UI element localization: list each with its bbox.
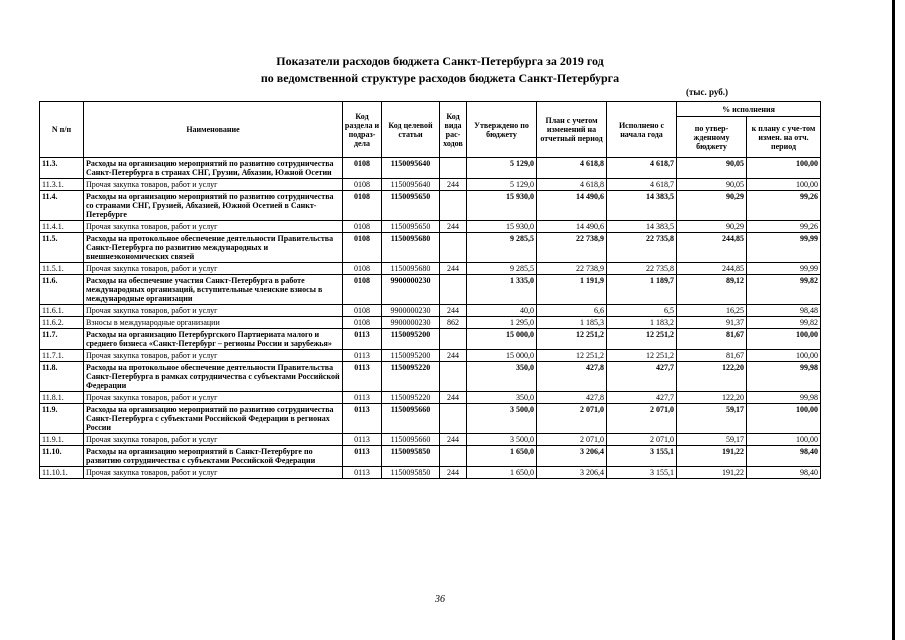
cell-plan: 2 071,0 — [537, 404, 607, 434]
table-row-item — [40, 434, 821, 446]
cell-done: 22 735,8 — [607, 233, 677, 263]
table-row-section — [40, 329, 821, 350]
cell-name: Прочая закупка товаров, работ и услуг — [84, 221, 343, 233]
cell-approved: 1 650,0 — [467, 446, 537, 467]
cell-target: 1150095640 — [382, 179, 440, 191]
cell-done: 1 189,7 — [607, 275, 677, 305]
cell-approved: 5 129,0 — [467, 158, 537, 179]
cell-pct-plan: 98,40 — [747, 446, 821, 467]
cell-name: Прочая закупка товаров, работ и услуг — [84, 467, 343, 479]
cell-pct-plan: 98,48 — [747, 305, 821, 317]
cell-plan: 2 071,0 — [537, 434, 607, 446]
cell-approved: 350,0 — [467, 392, 537, 404]
cell-pct-budget: 122,20 — [677, 392, 747, 404]
cell-target: 1150095220 — [382, 392, 440, 404]
cell-kind — [440, 329, 467, 350]
cell-plan: 6,6 — [537, 305, 607, 317]
cell-kind: 244 — [440, 392, 467, 404]
cell-approved: 15 930,0 — [467, 221, 537, 233]
cell-pct-budget: 89,12 — [677, 275, 747, 305]
cell-num: 11.5. — [40, 233, 84, 263]
cell-pct-plan: 99,26 — [747, 221, 821, 233]
cell-kind — [440, 404, 467, 434]
cell-done: 4 618,7 — [607, 179, 677, 191]
cell-approved: 40,0 — [467, 305, 537, 317]
cell-name: Расходы на организацию мероприятий по развитию сотрудничества со странами СНГ, Грузией, Абхазией, Южной Осетией в Санкт-Петербурге — [84, 191, 343, 221]
cell-pct-plan: 100,00 — [747, 350, 821, 362]
cell-approved: 350,0 — [467, 362, 537, 392]
cell-section: 0113 — [343, 350, 382, 362]
cell-target: 1150095200 — [382, 350, 440, 362]
cell-approved: 15 000,0 — [467, 329, 537, 350]
cell-kind — [440, 158, 467, 179]
cell-name: Прочая закупка товаров, работ и услуг — [84, 263, 343, 275]
cell-num: 11.10. — [40, 446, 84, 467]
table-row-section — [40, 233, 821, 263]
cell-pct-plan: 99,99 — [747, 263, 821, 275]
cell-approved: 5 129,0 — [467, 179, 537, 191]
cell-target: 1150095650 — [382, 221, 440, 233]
cell-num: 11.9.1. — [40, 434, 84, 446]
cell-pct-plan: 99,26 — [747, 191, 821, 221]
document-title: Показатели расходов бюджета Санкт-Петербурга за 2019 год — [276, 54, 604, 68]
cell-plan: 1 185,3 — [537, 317, 607, 329]
cell-plan: 3 206,4 — [537, 446, 607, 467]
cell-pct-plan: 99,82 — [747, 317, 821, 329]
header-done: Исполнено с начала года — [607, 102, 677, 158]
cell-pct-budget: 122,20 — [677, 362, 747, 392]
cell-pct-budget: 16,25 — [677, 305, 747, 317]
cell-target: 1150095220 — [382, 362, 440, 392]
cell-num: 11.10.1. — [40, 467, 84, 479]
cell-done: 12 251,2 — [607, 350, 677, 362]
cell-num: 11.3.1. — [40, 179, 84, 191]
cell-plan: 12 251,2 — [537, 350, 607, 362]
cell-approved: 15 930,0 — [467, 191, 537, 221]
cell-kind — [440, 275, 467, 305]
cell-done: 6,5 — [607, 305, 677, 317]
cell-section: 0108 — [343, 221, 382, 233]
cell-section: 0113 — [343, 362, 382, 392]
table-row-item — [40, 263, 821, 275]
cell-target: 1150095660 — [382, 404, 440, 434]
cell-section: 0108 — [343, 317, 382, 329]
cell-done: 12 251,2 — [607, 329, 677, 350]
cell-target: 1150095660 — [382, 434, 440, 446]
cell-approved: 9 285,5 — [467, 263, 537, 275]
cell-pct-plan: 99,98 — [747, 362, 821, 392]
cell-kind: 244 — [440, 434, 467, 446]
cell-pct-budget: 90,05 — [677, 179, 747, 191]
cell-pct-plan: 99,82 — [747, 275, 821, 305]
cell-plan: 4 618,8 — [537, 158, 607, 179]
cell-num: 11.4.1. — [40, 221, 84, 233]
cell-plan: 4 618,8 — [537, 179, 607, 191]
cell-plan: 427,8 — [537, 362, 607, 392]
table-row-item — [40, 467, 821, 479]
expenses-table — [39, 101, 821, 479]
cell-section: 0108 — [343, 233, 382, 263]
cell-num: 11.6.1. — [40, 305, 84, 317]
cell-plan: 3 206,4 — [537, 467, 607, 479]
cell-target: 1150095680 — [382, 263, 440, 275]
table-row-section — [40, 191, 821, 221]
cell-section: 0108 — [343, 275, 382, 305]
cell-target: 9900000230 — [382, 317, 440, 329]
header-pct-budget: по утвер-жденному бюджету — [677, 117, 747, 158]
cell-name: Прочая закупка товаров, работ и услуг — [84, 350, 343, 362]
table-row-section — [40, 158, 821, 179]
header-name: Наименование — [84, 102, 343, 158]
cell-pct-budget: 191,22 — [677, 467, 747, 479]
document-subtitle: по ведомственной структуре расходов бюджета Санкт-Петербурга — [260, 71, 620, 85]
cell-section: 0108 — [343, 158, 382, 179]
cell-done: 22 735,8 — [607, 263, 677, 275]
cell-plan: 22 738,9 — [537, 263, 607, 275]
cell-name: Расходы на организацию Петербургского Партнериата малого и среднего бизнеса «Санкт-Петербург – регионы России и зарубежья» — [84, 329, 343, 350]
cell-section: 0113 — [343, 404, 382, 434]
cell-kind: 244 — [440, 179, 467, 191]
cell-pct-budget: 59,17 — [677, 434, 747, 446]
cell-section: 0108 — [343, 179, 382, 191]
cell-approved: 15 000,0 — [467, 350, 537, 362]
cell-name: Расходы на организацию мероприятий по развитию сотрудничества Санкт-Петербурга с субъектами Российской Федерации в регионах России — [84, 404, 343, 434]
cell-done: 3 155,1 — [607, 446, 677, 467]
cell-approved: 1 650,0 — [467, 467, 537, 479]
cell-pct-plan: 100,00 — [747, 434, 821, 446]
units-label: (тыс. руб.) — [686, 87, 728, 97]
cell-target: 1150095200 — [382, 329, 440, 350]
cell-name: Расходы на организацию мероприятий в Санкт-Петербурге по развитию сотрудничества с субъектами Российской Федерации — [84, 446, 343, 467]
cell-num: 11.9. — [40, 404, 84, 434]
cell-pct-plan: 100,00 — [747, 329, 821, 350]
header-target: Код целевой статьи — [382, 102, 440, 158]
cell-name: Прочая закупка товаров, работ и услуг — [84, 179, 343, 191]
table-row-section — [40, 362, 821, 392]
cell-approved: 3 500,0 — [467, 434, 537, 446]
cell-target: 9900000230 — [382, 275, 440, 305]
cell-kind — [440, 446, 467, 467]
table-row-item — [40, 392, 821, 404]
cell-pct-plan: 100,00 — [747, 158, 821, 179]
cell-approved: 1 335,0 — [467, 275, 537, 305]
table-row-item — [40, 350, 821, 362]
header-pct-group: % исполнения — [677, 102, 821, 117]
cell-name: Расходы на организацию мероприятий по развитию сотрудничества Санкт-Петербурга в странах СНГ, Грузии, Абхазии, Южной Осетии — [84, 158, 343, 179]
cell-section: 0113 — [343, 446, 382, 467]
header-pct-plan: к плану с уче-том измен. на отч. период — [747, 117, 821, 158]
table-row-item — [40, 179, 821, 191]
table-row-item — [40, 305, 821, 317]
table-row-section — [40, 446, 821, 467]
cell-done: 4 618,7 — [607, 158, 677, 179]
header-kind: Код вида рас-ходов — [440, 102, 467, 158]
cell-target: 1150095650 — [382, 191, 440, 221]
cell-section: 0113 — [343, 329, 382, 350]
cell-kind: 244 — [440, 350, 467, 362]
cell-plan: 14 490,6 — [537, 191, 607, 221]
cell-target: 1150095680 — [382, 233, 440, 263]
cell-done: 427,7 — [607, 392, 677, 404]
table-row-item — [40, 221, 821, 233]
cell-name: Расходы на протокольное обеспечение деятельности Правительства Санкт-Петербурга в рамках сотрудничества с субъектами Российской Федерации — [84, 362, 343, 392]
cell-pct-budget: 91,37 — [677, 317, 747, 329]
cell-done: 2 071,0 — [607, 404, 677, 434]
table-row-section — [40, 404, 821, 434]
cell-plan: 427,8 — [537, 392, 607, 404]
cell-num: 11.8.1. — [40, 392, 84, 404]
cell-num: 11.6.2. — [40, 317, 84, 329]
cell-kind: 244 — [440, 305, 467, 317]
page-number: 36 — [435, 594, 445, 605]
cell-section: 0113 — [343, 392, 382, 404]
cell-section: 0113 — [343, 467, 382, 479]
cell-section: 0108 — [343, 263, 382, 275]
cell-target: 1150095850 — [382, 446, 440, 467]
cell-num: 11.7.1. — [40, 350, 84, 362]
cell-pct-plan: 99,98 — [747, 392, 821, 404]
cell-kind: 862 — [440, 317, 467, 329]
cell-pct-budget: 191,22 — [677, 446, 747, 467]
cell-pct-plan: 100,00 — [747, 404, 821, 434]
cell-done: 3 155,1 — [607, 467, 677, 479]
cell-done: 1 183,2 — [607, 317, 677, 329]
cell-num: 11.4. — [40, 191, 84, 221]
cell-pct-budget: 90,29 — [677, 221, 747, 233]
cell-plan: 22 738,9 — [537, 233, 607, 263]
header-plan: План с учетом изменений на отчетный период — [537, 102, 607, 158]
cell-pct-budget: 90,29 — [677, 191, 747, 221]
cell-pct-budget: 244,85 — [677, 263, 747, 275]
cell-pct-budget: 59,17 — [677, 404, 747, 434]
cell-section: 0108 — [343, 305, 382, 317]
cell-approved: 1 295,0 — [467, 317, 537, 329]
cell-num: 11.7. — [40, 329, 84, 350]
table-row-item — [40, 317, 821, 329]
cell-plan: 12 251,2 — [537, 329, 607, 350]
cell-plan: 1 191,9 — [537, 275, 607, 305]
cell-done: 2 071,0 — [607, 434, 677, 446]
header-approved: Утверждено по бюджету — [467, 102, 537, 158]
cell-approved: 9 285,5 — [467, 233, 537, 263]
cell-kind: 244 — [440, 467, 467, 479]
cell-pct-budget: 81,67 — [677, 329, 747, 350]
table-row-section — [40, 275, 821, 305]
cell-done: 14 383,5 — [607, 191, 677, 221]
cell-approved: 3 500,0 — [467, 404, 537, 434]
cell-num: 11.8. — [40, 362, 84, 392]
cell-kind: 244 — [440, 221, 467, 233]
cell-kind: 244 — [440, 263, 467, 275]
cell-done: 14 383,5 — [607, 221, 677, 233]
cell-plan: 14 490,6 — [537, 221, 607, 233]
cell-num: 11.5.1. — [40, 263, 84, 275]
cell-kind — [440, 362, 467, 392]
cell-section: 0108 — [343, 191, 382, 221]
cell-pct-budget: 90,05 — [677, 158, 747, 179]
cell-target: 1150095640 — [382, 158, 440, 179]
cell-name: Прочая закупка товаров, работ и услуг — [84, 434, 343, 446]
cell-pct-budget: 81,67 — [677, 350, 747, 362]
cell-section: 0113 — [343, 434, 382, 446]
cell-name: Взносы в международные организации — [84, 317, 343, 329]
cell-num: 11.3. — [40, 158, 84, 179]
cell-name: Расходы на протокольное обеспечение деятельности Правительства Санкт-Петербурга по развитию международных и внешнеэкономических связей — [84, 233, 343, 263]
cell-pct-budget: 244,85 — [677, 233, 747, 263]
cell-pct-plan: 99,99 — [747, 233, 821, 263]
cell-kind — [440, 233, 467, 263]
cell-target: 9900000230 — [382, 305, 440, 317]
cell-name: Прочая закупка товаров, работ и услуг — [84, 392, 343, 404]
cell-target: 1150095850 — [382, 467, 440, 479]
cell-kind — [440, 191, 467, 221]
cell-name: Расходы на обеспечение участия Санкт-Петербурга в работе международных организаций, вступительные членские взносы в международные организации — [84, 275, 343, 305]
header-num: N п/п — [40, 102, 84, 158]
cell-num: 11.6. — [40, 275, 84, 305]
cell-name: Прочая закупка товаров, работ и услуг — [84, 305, 343, 317]
page-edge — [892, 0, 895, 640]
cell-done: 427,7 — [607, 362, 677, 392]
cell-pct-plan: 98,40 — [747, 467, 821, 479]
cell-pct-plan: 100,00 — [747, 179, 821, 191]
header-section: Код раздела и подраз-дела — [343, 102, 382, 158]
